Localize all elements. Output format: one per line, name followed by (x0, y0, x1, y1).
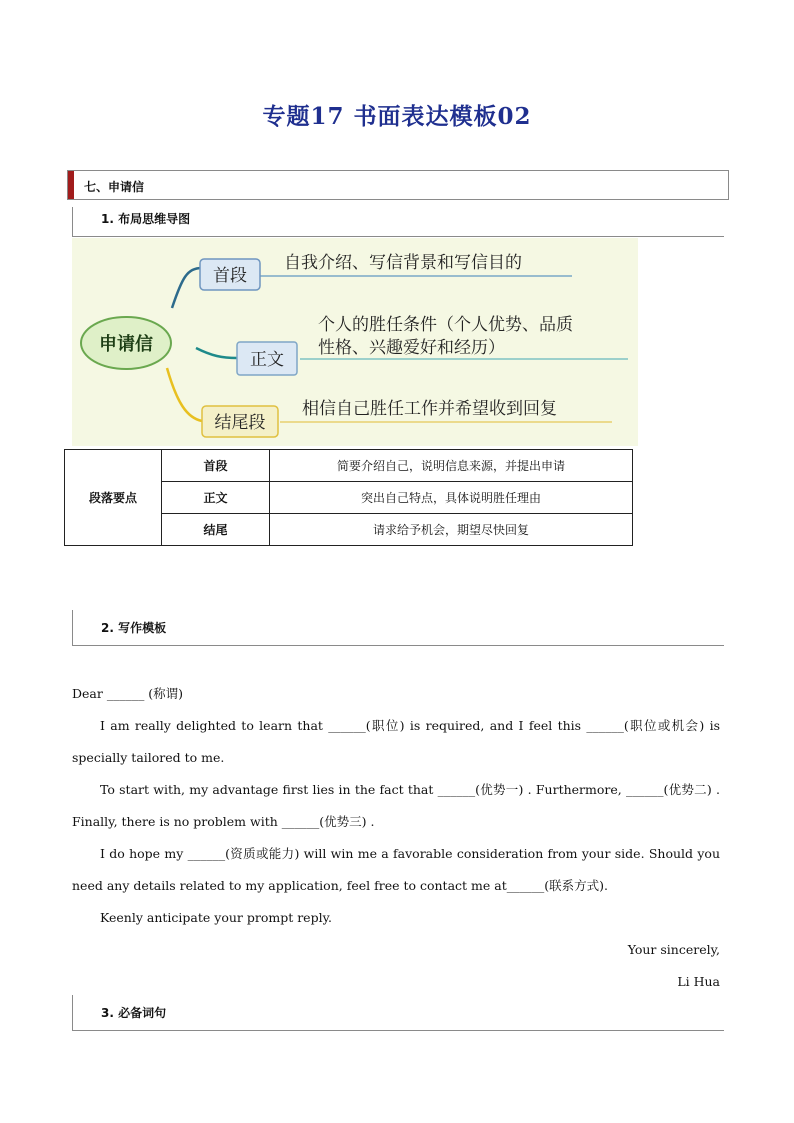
section-header (67, 170, 729, 200)
subheading-phrases (72, 995, 724, 1031)
mindmap-branch-intro (200, 259, 260, 290)
mindmap-branch-closing (202, 406, 278, 437)
mindmap-branch-body-label: 正文 (250, 350, 284, 370)
letter-paragraph-3: I do hope my ______(资质或能力) will win me a favorable consideration from your side. Should you need any details related to my application, feel free to contact me at______(联系方式). (72, 846, 720, 893)
mindmap-branch-intro-label: 首段 (213, 266, 247, 286)
mindmap-center-node (81, 317, 171, 369)
letter-salutation: Dear ______ (称谓) (72, 686, 184, 701)
section-title: 七、申请信 (84, 180, 145, 194)
letter-paragraph-4: Keenly anticipate your prompt reply. (100, 910, 332, 925)
table-head-cell: 段落要点 (65, 450, 162, 546)
table-part-cell: 首段 (162, 450, 270, 482)
mind-map (72, 238, 638, 446)
table-content-cell: 请求给予机会，期望尽快回复 (270, 514, 633, 546)
letter-closing: Your sincerely, (627, 942, 720, 957)
subheading-phrases-label: 3. 必备词句 (101, 1006, 167, 1020)
table-content-cell: 简要介绍自己，说明信息来源，并提出申请 (270, 450, 633, 482)
table-part-cell: 结尾 (162, 514, 270, 546)
mindmap-branch-closing-text: 相信自己胜任工作并希望收到回复 (302, 399, 557, 419)
mindmap-branch-body-text-1: 个人的胜任条件（个人优势、品质 (318, 315, 573, 335)
page-title: 专题17 书面表达模板02 (262, 103, 532, 130)
mindmap-branch-intro-text: 自我介绍、写信背景和写信目的 (284, 253, 522, 273)
letter-template (72, 678, 720, 998)
table-content-cell: 突出自己特点，具体说明胜任理由 (270, 482, 633, 514)
mindmap-branch-body (237, 342, 297, 375)
paragraph-points-table (64, 449, 633, 546)
subheading-mindmap-label: 1. 布局思维导图 (101, 212, 191, 226)
subheading-mindmap (72, 207, 724, 237)
subheading-template (72, 610, 724, 646)
section-accent-bar (68, 171, 74, 199)
mindmap-branch-closing-label: 结尾段 (214, 413, 266, 433)
subheading-template-label: 2. 写作模板 (101, 621, 167, 635)
letter-paragraph-2: To start with, my advantage first lies in the fact that ______(优势一) . Furthermore, ______(优势二) . Finally, there is no problem with ______(优势三) . (72, 782, 720, 829)
letter-paragraph-1: I am really delighted to learn that ______(职位) is required, and I feel this ______(职位或机会) is specially tailored to me. (72, 718, 720, 765)
letter-signature: Li Hua (677, 974, 720, 989)
mindmap-center-label: 申请信 (99, 334, 153, 355)
table-row (65, 450, 633, 482)
mindmap-branch-body-text-2: 性格、兴趣爱好和经历） (318, 338, 505, 358)
table-part-cell: 正文 (162, 482, 270, 514)
